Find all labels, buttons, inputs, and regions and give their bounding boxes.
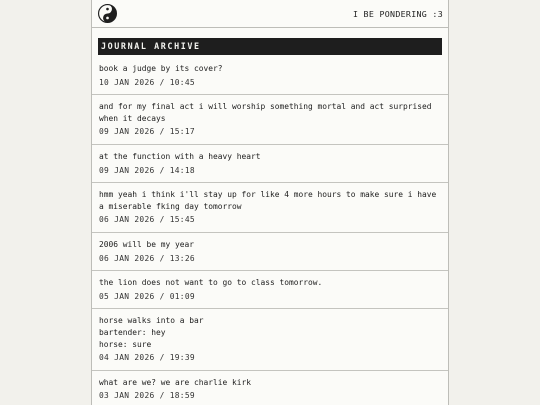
entry-timestamp: 04 JAN 2026 / 19:39 bbox=[99, 353, 195, 363]
entry-text: 2006 will be my year bbox=[99, 239, 195, 249]
journal-entry[interactable] bbox=[92, 183, 448, 233]
journal-archive-heading: JOURNAL ARCHIVE bbox=[98, 38, 442, 55]
entry-timestamp: 09 JAN 2026 / 15:17 bbox=[99, 127, 195, 137]
entry-timestamp: 06 JAN 2026 / 15:45 bbox=[99, 215, 195, 225]
entry-text: what are we? we are charlie kirk bbox=[99, 377, 252, 387]
journal-entry[interactable] bbox=[92, 95, 448, 145]
journal-entry[interactable] bbox=[92, 145, 448, 183]
site-tagline: I BE PONDERING :3 bbox=[352, 9, 443, 19]
journal-entry[interactable] bbox=[92, 271, 448, 309]
entry-text: and for my final act i will worship something mortal and act surprised when it decays bbox=[99, 102, 437, 123]
entry-timestamp: 06 JAN 2026 / 13:26 bbox=[99, 253, 195, 263]
entry-text: book a judge by its cover? bbox=[99, 64, 223, 73]
journal-entry[interactable] bbox=[92, 309, 448, 370]
entry-timestamp: 05 JAN 2026 / 01:09 bbox=[99, 291, 195, 301]
entry-timestamp: 09 JAN 2026 / 14:18 bbox=[99, 165, 195, 175]
entry-text: horse walks into a bar bartender: hey horse: sure bbox=[99, 316, 204, 349]
site-header bbox=[92, 0, 448, 28]
entry-list bbox=[92, 57, 448, 405]
entry-text: the lion does not want to go to class tomorrow. bbox=[99, 278, 323, 288]
entry-timestamp: 03 JAN 2026 / 18:59 bbox=[99, 391, 195, 401]
journal-entry[interactable] bbox=[92, 371, 448, 405]
entry-text: at the function with a heavy heart bbox=[99, 151, 261, 161]
entry-text: hmm yeah i think i'll stay up for like 4 more hours to make sure i have a miserable fking day tomorrow bbox=[99, 190, 442, 211]
entry-timestamp: 10 JAN 2026 / 10:45 bbox=[99, 77, 195, 87]
yin-yang-icon[interactable] bbox=[98, 4, 117, 23]
journal-entry[interactable] bbox=[92, 233, 448, 271]
journal-page bbox=[91, 0, 449, 405]
journal-entry[interactable] bbox=[92, 57, 448, 95]
